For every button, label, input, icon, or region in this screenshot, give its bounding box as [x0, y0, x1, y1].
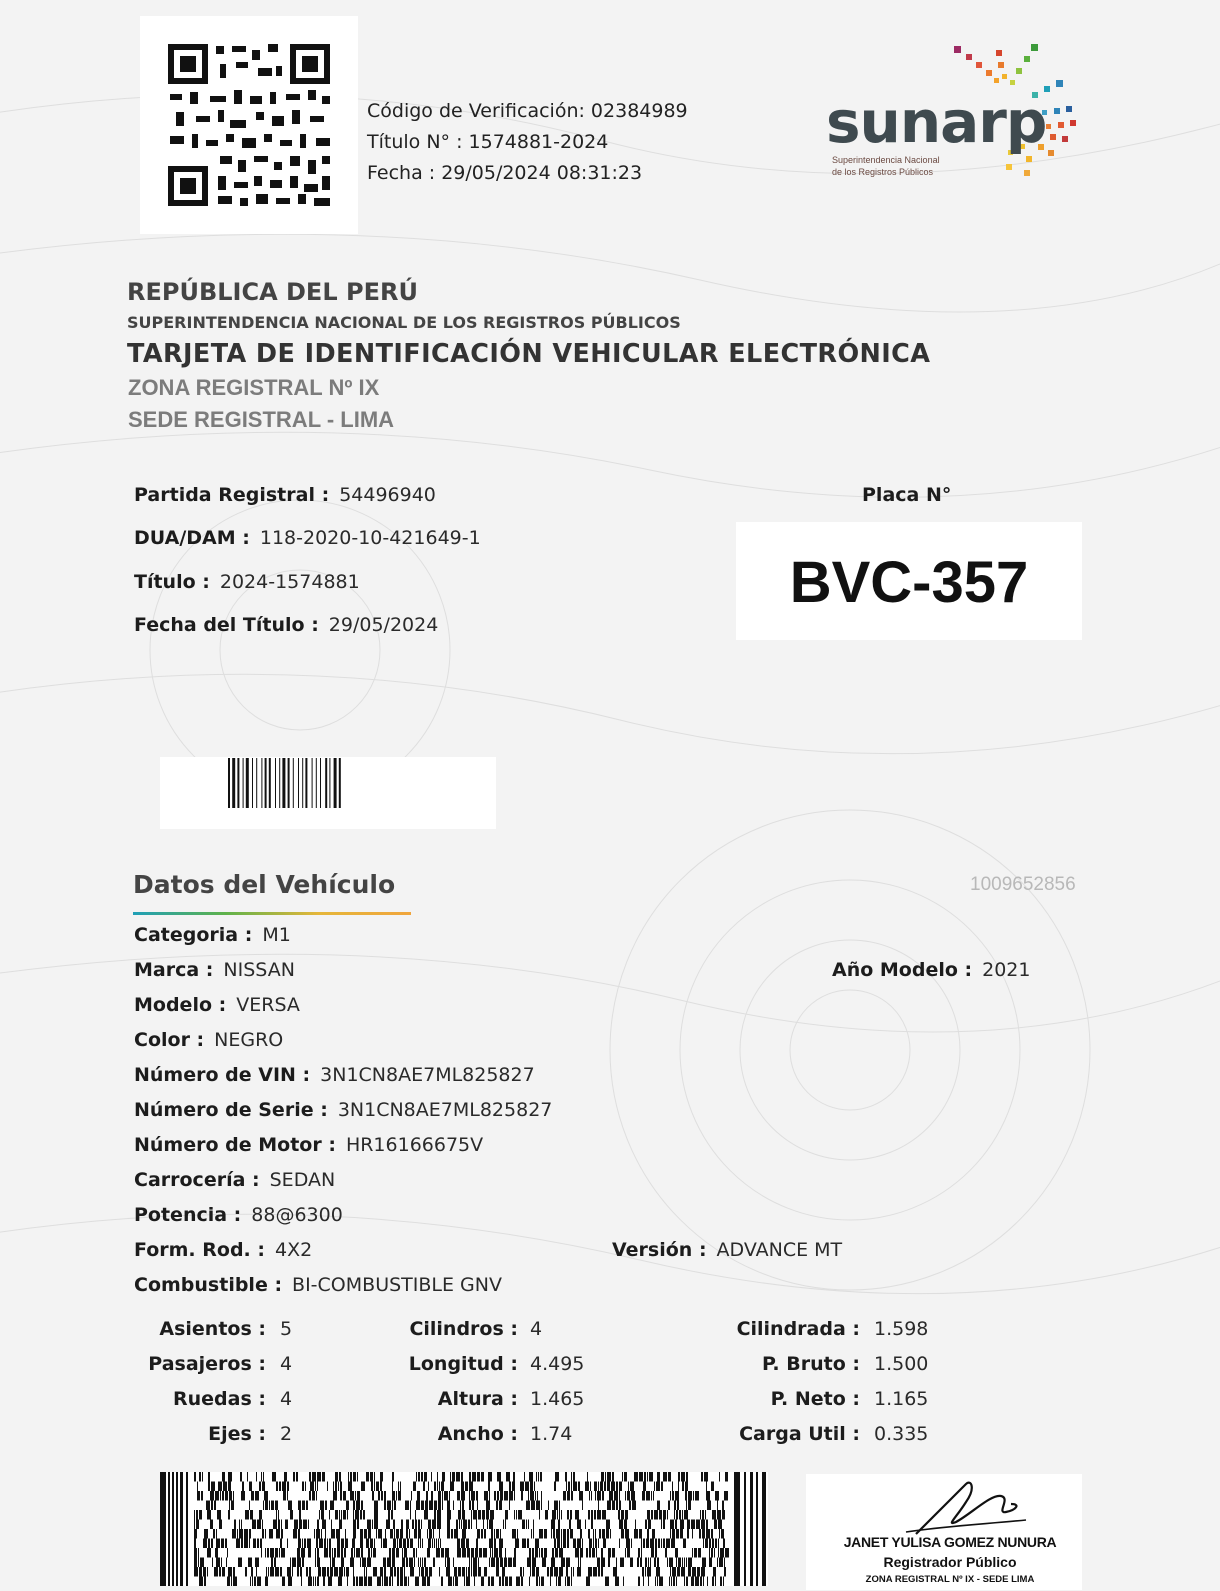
carroceria-row [134, 1169, 335, 1191]
version-value: ADVANCE MT [716, 1239, 843, 1261]
fecha-titulo-label: Fecha del Título : [134, 614, 319, 636]
marca-value: NISSAN [223, 959, 295, 981]
issue-datetime: Fecha : 29/05/2024 08:31:23 [367, 162, 643, 184]
asientos-value: 5 [280, 1318, 293, 1340]
color-row [134, 1029, 283, 1051]
fecha-titulo-value: 29/05/2024 [328, 614, 439, 636]
agency-heading: SUPERINTENDENCIA NACIONAL DE LOS REGISTROS PÚBLICOS [127, 313, 681, 332]
pneto-label: P. Neto : [770, 1388, 860, 1410]
pdf417-barcode-graphic [160, 1472, 768, 1586]
country-heading: REPÚBLICA DEL PERÚ [127, 278, 418, 306]
serie-label: Número de Serie : [134, 1099, 328, 1121]
carroceria-value: SEDAN [269, 1169, 336, 1191]
card-title: TARJETA DE IDENTIFICACIÓN VEHICULAR ELECTRÓNICA [127, 339, 931, 369]
verification-code: Código de Verificación: 02384989 [367, 100, 688, 122]
signer-name: JANET YULISA GOMEZ NUNURA [843, 1534, 1057, 1550]
pbruto-label: P. Bruto : [762, 1353, 860, 1375]
version-row [612, 1239, 842, 1261]
ancho-value: 1.74 [530, 1423, 573, 1445]
pasajeros-value: 4 [280, 1353, 293, 1375]
pbruto-value: 1.500 [874, 1353, 929, 1375]
altura-label: Altura : [437, 1388, 518, 1410]
registral-office: SEDE REGISTRAL - LIMA [128, 407, 395, 432]
motor-label: Número de Motor : [134, 1134, 336, 1156]
marca-label: Marca : [134, 959, 214, 981]
pneto-value: 1.165 [874, 1388, 929, 1410]
vin-label: Número de VIN : [134, 1064, 311, 1086]
carga-value: 0.335 [874, 1423, 929, 1445]
ejes-label: Ejes : [208, 1423, 266, 1445]
titulo-value: 2024-1574881 [219, 571, 360, 593]
anio-value: 2021 [982, 959, 1031, 981]
color-label: Color : [134, 1029, 205, 1051]
motor-value: HR16166675V [345, 1134, 484, 1156]
altura-value: 1.465 [530, 1388, 585, 1410]
fecha-titulo-row [134, 614, 438, 636]
modelo-value: VERSA [236, 994, 300, 1016]
logo-subtitle-line1: Superintendencia Nacional [832, 155, 940, 165]
formrod-label: Form. Rod. : [134, 1239, 265, 1261]
logo-wordmark: sunarp [826, 88, 1047, 156]
cilindrada-label: Cilindrada : [736, 1318, 860, 1340]
version-label: Versión : [612, 1239, 707, 1261]
combustible-row [134, 1274, 502, 1296]
dua-value: 118-2020-10-421649-1 [259, 527, 481, 549]
partida-label: Partida Registral : [134, 484, 330, 506]
plate-box [736, 522, 1082, 640]
potencia-value: 88@6300 [251, 1204, 343, 1226]
signature-block [806, 1474, 1082, 1590]
ruedas-label: Ruedas : [173, 1388, 266, 1410]
title-number: Título N° : 1574881-2024 [367, 131, 609, 153]
carroceria-label: Carrocería : [134, 1169, 260, 1191]
logo-subtitle-line2: de los Registros Públicos [832, 167, 934, 177]
dua-row [134, 527, 481, 549]
qr-code-graphic [140, 16, 358, 234]
plate-number: BVC-357 [789, 550, 1029, 615]
ancho-label: Ancho : [437, 1423, 518, 1445]
categoria-row [134, 924, 291, 946]
anio-row [832, 959, 1030, 981]
anio-label: Año Modelo : [832, 959, 973, 981]
asientos-label: Asientos : [159, 1318, 266, 1340]
verification-block [367, 96, 688, 189]
partida-value: 54496940 [339, 484, 436, 506]
signer-role: Registrador Público [883, 1554, 1017, 1570]
vin-row [134, 1064, 535, 1086]
modelo-row [134, 994, 300, 1016]
logo-subtitle [832, 154, 982, 178]
qr-code [140, 16, 358, 234]
plate-label: Placa N° [862, 484, 952, 506]
cilindrada-value: 1.598 [874, 1318, 929, 1340]
serie-value: 3N1CN8AE7ML825827 [337, 1099, 553, 1121]
titulo-label: Título : [134, 571, 210, 593]
potencia-label: Potencia : [134, 1204, 242, 1226]
pasajeros-label: Pasajeros : [148, 1353, 266, 1375]
signer-zone: ZONA REGISTRAL Nº IX - SEDE LIMA [865, 1574, 1035, 1585]
combustible-value: BI-COMBUSTIBLE GNV [292, 1274, 502, 1296]
marca-row [134, 959, 295, 981]
barcode-small-graphic [160, 757, 496, 829]
cilindros-value: 4 [530, 1318, 543, 1340]
document-number: 1009652856 [970, 874, 1076, 895]
titulo-row [134, 571, 360, 593]
combustible-label: Combustible : [134, 1274, 283, 1296]
potencia-row [134, 1204, 343, 1226]
categoria-value: M1 [262, 924, 291, 946]
serie-row [134, 1099, 552, 1121]
partida-row [134, 484, 436, 506]
cilindros-label: Cilindros : [409, 1318, 518, 1340]
dua-label: DUA/DAM : [134, 527, 250, 549]
vehicle-section-title: Datos del Vehículo [133, 870, 396, 899]
modelo-label: Modelo : [134, 994, 227, 1016]
motor-row [134, 1134, 483, 1156]
vin-value: 3N1CN8AE7ML825827 [320, 1064, 535, 1086]
barcode-small [160, 757, 496, 829]
sunarp-logo [826, 40, 1096, 200]
registral-zone: ZONA REGISTRAL Nº IX [128, 375, 380, 400]
formrod-value: 4X2 [274, 1239, 313, 1261]
ruedas-value: 4 [280, 1388, 293, 1410]
longitud-value: 4.495 [530, 1353, 585, 1375]
formrod-row [134, 1239, 312, 1261]
longitud-label: Longitud : [408, 1353, 518, 1375]
categoria-label: Categoria : [134, 924, 253, 946]
color-value: NEGRO [214, 1029, 284, 1051]
ejes-value: 2 [280, 1423, 293, 1445]
pdf417-barcode [160, 1472, 768, 1586]
section-underline [133, 912, 411, 915]
carga-label: Carga Util : [739, 1423, 860, 1445]
